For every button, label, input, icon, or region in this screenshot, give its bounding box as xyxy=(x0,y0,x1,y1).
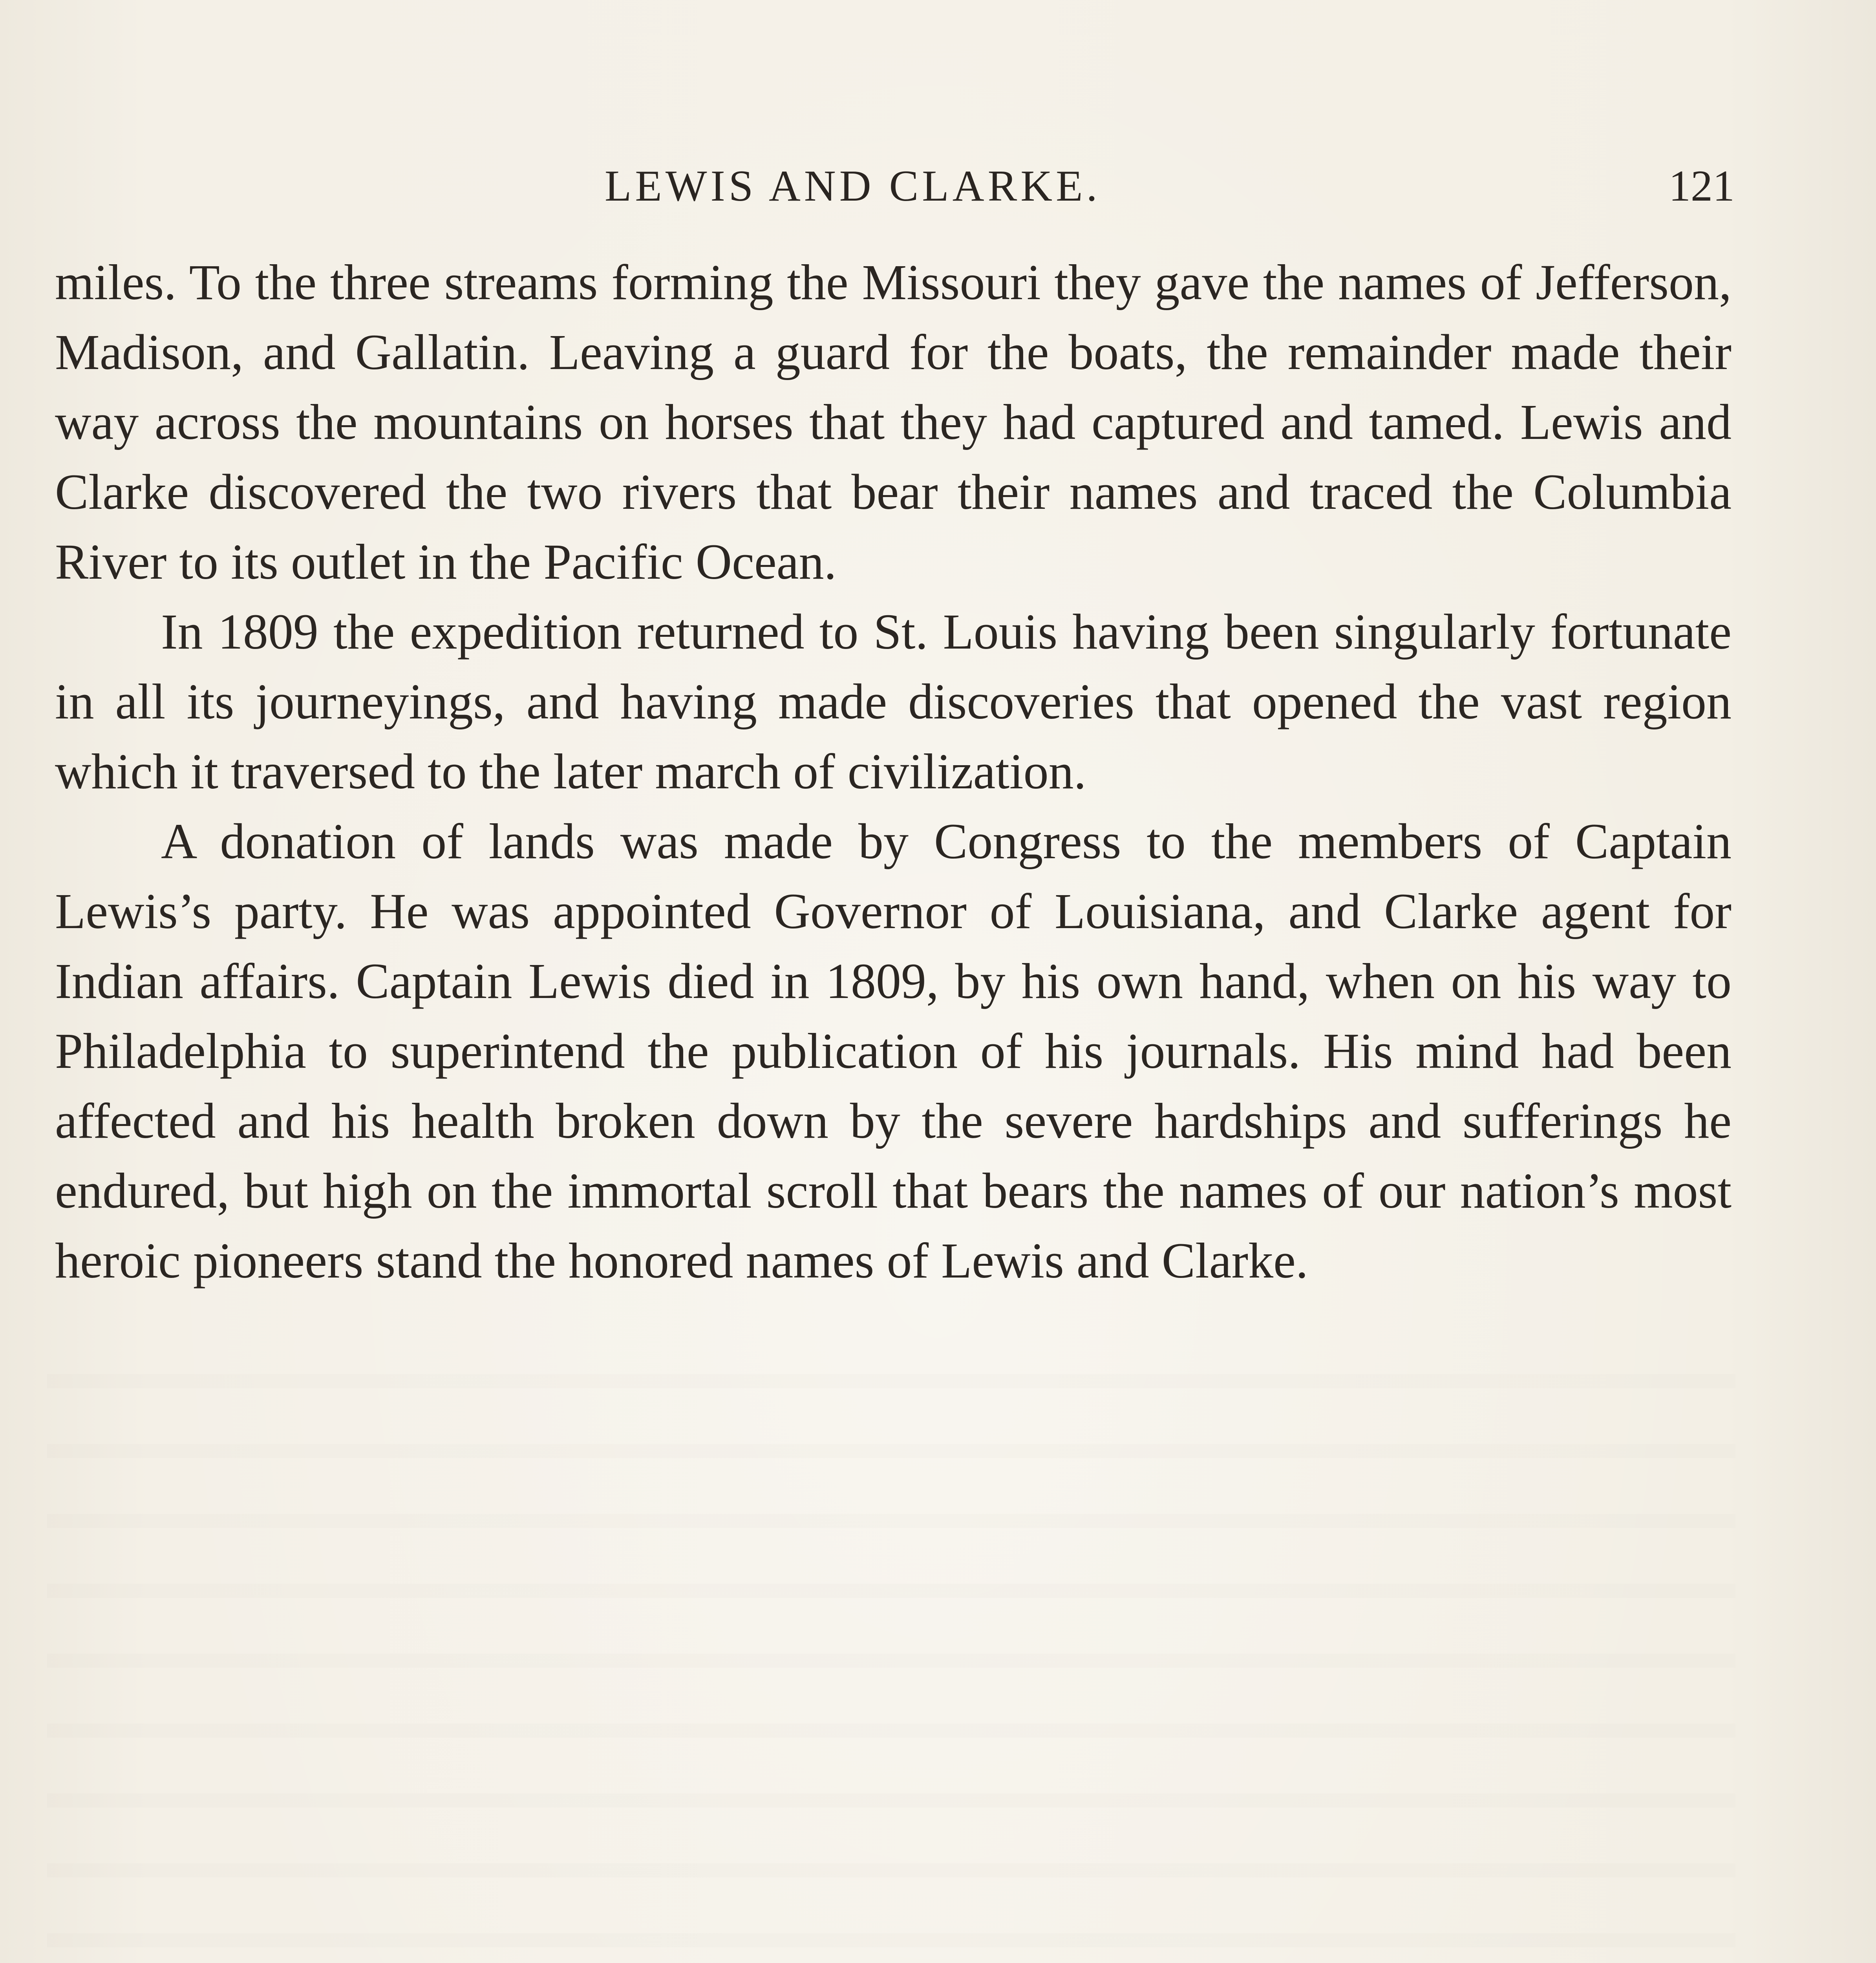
running-head: LEWIS AND CLARKE. xyxy=(605,162,1101,210)
paragraph-2: In 1809 the expedition returned to St. Louis having been singularly fortunate in all its journeyings, and having made discoveries that opened the vast region which it traversed to the later march of civilization. xyxy=(55,604,1732,799)
paragraph-3: A donation of lands was made by Congress to the members of Captain Lewis’s party. He was appointed Governor of Louisiana, and Clarke agent for Indian affairs. Captain Lewis died in 1809, by his own hand, when on his way to Philadelphia to superintend the publication of his journals. His mind had been affected and his health broken down by the severe hardships and sufferings he endured, but high on the immortal scroll that bears the names of our nation’s most heroic pioneers stand the honored names of Lewis and Clarke. xyxy=(55,813,1732,1289)
page-number: 121 xyxy=(1669,162,1735,210)
paragraph-1: miles. To the three streams forming the Missouri they gave the names of Jefferson, Madison, and Gallatin. Leaving a guard for the boats, the remainder made their way across the mountains on horses that they had captured and tamed. Lewis and Clarke discovered the two rivers that bear their names and traced the Columbia River to its outlet in the Pacific Ocean. xyxy=(55,254,1732,590)
body-text xyxy=(55,247,1732,1296)
show-through-texture xyxy=(47,1374,1735,1963)
